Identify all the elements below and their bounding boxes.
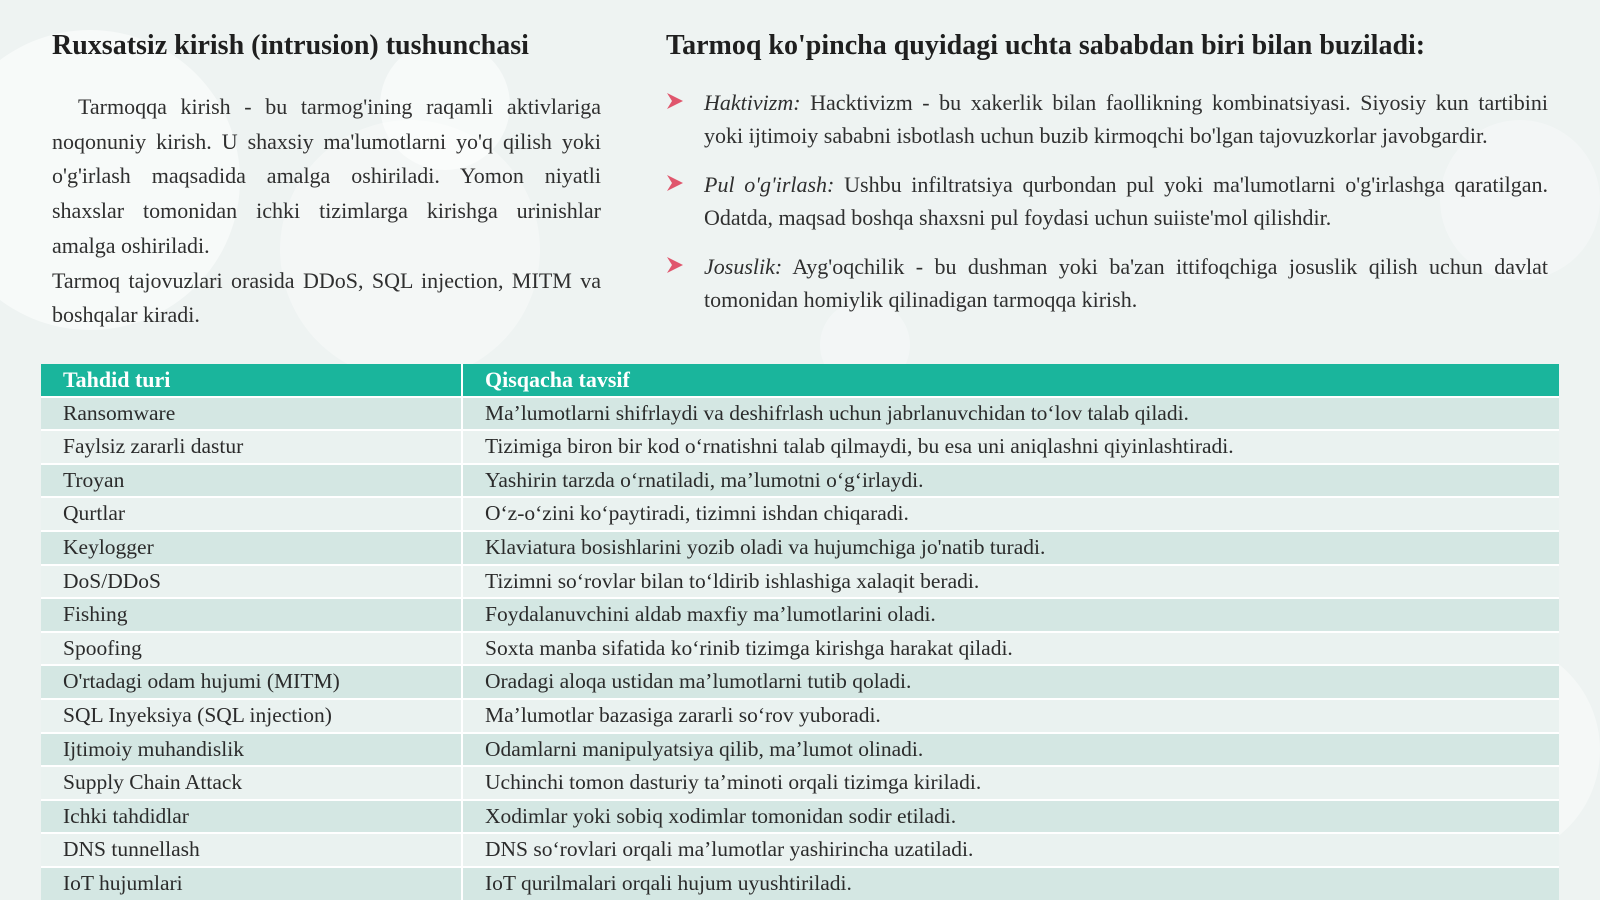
breach-reason-item [666, 86, 1548, 152]
threat-type-cell: SQL Inyeksiya (SQL injection) [41, 699, 462, 733]
threat-description-cell: IoT qurilmalari orqali hujum uyushtiriladi. [462, 867, 1559, 900]
threat-type-cell: IoT hujumlari [41, 867, 462, 900]
table-row [41, 867, 1559, 900]
threat-description-cell: Soxta manba sifatida ko‘rinib tizimga kirishga harakat qiladi. [462, 632, 1559, 666]
intrusion-concept-title: Ruxsatsiz kirish (intrusion) tushunchasi [52, 30, 529, 61]
intrusion-definition-paragraph: Tarmoqqa kirish - bu tarmog'ining raqamli aktivlariga noqonuniy kirish. U shaxsiy ma'lumotlarni yo'q qilish yoki o'g'irlash maqsadida amalga oshiriladi. Yomon niyatli shaxslar tomonidan ichki tizimlarga kirishga urinishlar amalga oshiriladi. [52, 94, 601, 258]
breach-reason-term: Pul o'g'irlash: [704, 172, 835, 197]
threat-type-cell: O'rtadagi odam hujumi (MITM) [41, 665, 462, 699]
arrow-bullet-icon [666, 255, 684, 275]
description-header: Qisqacha tavsif [462, 364, 1559, 397]
table-row [41, 833, 1559, 867]
breach-reason-text: Ayg'oqchilik - bu dushman yoki ba'zan ittifoqchiga josuslik qilish uchun davlat tomonidan homiylik qilinadigan tarmoqqa kirish. [704, 254, 1548, 312]
threat-description-cell: Ma’lumotlarni shifrlaydi va deshifrlash uchun jabrlanuvchidan to‘lov talab qiladi. [462, 397, 1559, 431]
table-row [41, 766, 1559, 800]
table-row [41, 397, 1559, 431]
breach-reason-term: Josuslik: [704, 254, 783, 279]
breach-reason-text: Ushbu infiltratsiya qurbondan pul yoki ma'lumotlarni o'g'irlashga qaratilgan. Odatda, maqsad boshqa shaxsni pul foydasi uchun suiiste'mol qilishdir. [704, 172, 1548, 230]
threats-table-wrapper [41, 364, 1559, 900]
threat-type-cell: Spoofing [41, 632, 462, 666]
table-row [41, 598, 1559, 632]
threat-type-cell: Troyan [41, 464, 462, 498]
arrow-bullet-icon [666, 173, 684, 193]
threat-description-cell: Tizimni so‘rovlar bilan to‘ldirib ishlashiga xalaqit beradi. [462, 565, 1559, 599]
threat-type-cell: Ijtimoiy muhandislik [41, 733, 462, 767]
threat-description-cell: Ma’lumotlar bazasiga zararli so‘rov yuboradi. [462, 699, 1559, 733]
table-row [41, 699, 1559, 733]
threat-description-cell: Xodimlar yoki sobiq xodimlar tomonidan sodir etiladi. [462, 800, 1559, 834]
breach-reasons-section [666, 26, 1548, 332]
table-row [41, 565, 1559, 599]
threat-type-cell: DNS tunnellash [41, 833, 462, 867]
intrusion-concept-section [52, 26, 601, 333]
breach-reason-item [666, 168, 1548, 234]
breach-reason-item [666, 250, 1548, 316]
table-row [41, 531, 1559, 565]
threat-description-cell: DNS so‘rovlari orqali ma’lumotlar yashirincha uzatiladi. [462, 833, 1559, 867]
table-row [41, 665, 1559, 699]
threat-type-cell: DoS/DDoS [41, 565, 462, 599]
threat-description-cell: Foydalanuvchini aldab maxfiy ma’lumotlarini oladi. [462, 598, 1559, 632]
table-header-row [41, 364, 1559, 397]
threat-type-cell: Fishing [41, 598, 462, 632]
threat-type-cell: Ransomware [41, 397, 462, 431]
threat-description-cell: Klaviatura bosishlarini yozib oladi va hujumchiga jo'natib turadi. [462, 531, 1559, 565]
arrow-bullet-icon [666, 91, 684, 111]
table-row [41, 632, 1559, 666]
threat-type-cell: Supply Chain Attack [41, 766, 462, 800]
threat-description-cell: Uchinchi tomon dasturiy ta’minoti orqali tizimga kiriladi. [462, 766, 1559, 800]
threat-description-cell: Tizimiga biron bir kod o‘rnatishni talab qilmaydi, bu esa uni aniqlashni qiyinlashtiradi. [462, 430, 1559, 464]
threat-type-cell: Qurtlar [41, 497, 462, 531]
breach-reasons-title: Tarmoq ko'pincha quyidagi uchta sababdan biri bilan buziladi: [666, 30, 1426, 61]
table-row [41, 430, 1559, 464]
threat-type-cell: Ichki tahdidlar [41, 800, 462, 834]
intrusion-types-paragraph: Tarmoq tajovuzlari orasida DDoS, SQL injection, MITM va boshqalar kiradi. [52, 267, 601, 328]
threat-type-header: Tahdid turi [41, 364, 462, 397]
threat-description-cell: Yashirin tarzda o‘rnatiladi, ma’lumotni o‘g‘irlaydi. [462, 464, 1559, 498]
threat-description-cell: Odamlarni manipulyatsiya qilib, ma’lumot olinadi. [462, 733, 1559, 767]
table-row [41, 464, 1559, 498]
table-row [41, 733, 1559, 767]
table-row [41, 800, 1559, 834]
threat-description-cell: O‘z-o‘zini ko‘paytiradi, tizimni ishdan chiqaradi. [462, 497, 1559, 531]
intrusion-concept-body [52, 90, 601, 333]
threats-table [41, 364, 1559, 900]
table-row [41, 497, 1559, 531]
breach-reasons-list [666, 86, 1548, 316]
threat-type-cell: Faylsiz zararli dastur [41, 430, 462, 464]
breach-reason-text: Hacktivizm - bu xakerlik bilan faollikning kombinatsiyasi. Siyosiy kun tartibini yoki ijtimoiy sababni isbotlash uchun buzib kirmoqchi bo'lgan tajovuzkorlar javobgardir. [704, 90, 1548, 148]
breach-reason-term: Haktivizm: [704, 90, 801, 115]
threat-type-cell: Keylogger [41, 531, 462, 565]
threat-description-cell: Oradagi aloqa ustidan ma’lumotlarni tutib qoladi. [462, 665, 1559, 699]
